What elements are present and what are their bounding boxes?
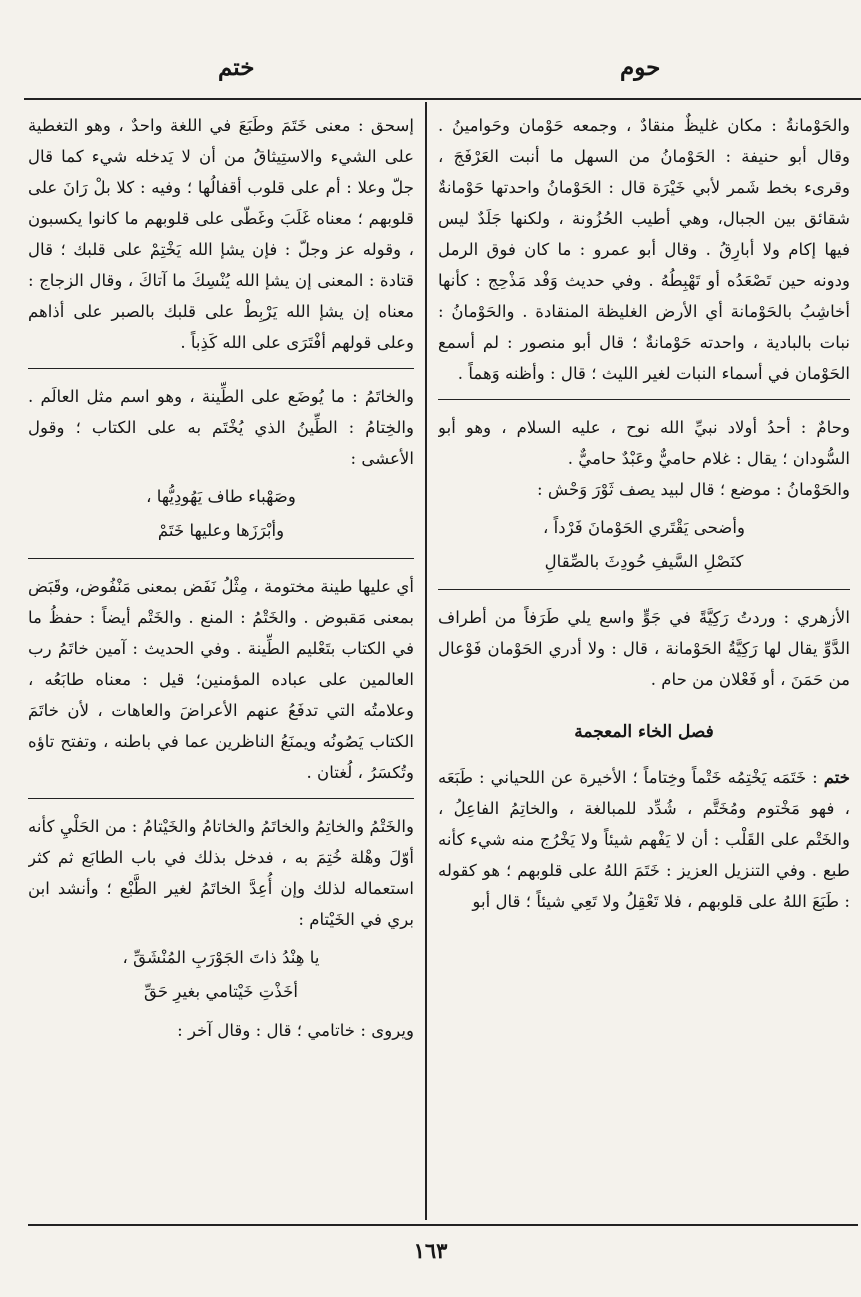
paragraph-separator <box>28 368 414 369</box>
entry-khatam <box>438 762 850 917</box>
verse-line: وأبْرَزَها وعليها خَتَمْ <box>157 521 285 540</box>
paragraph-ishaq: إسحق : معنى خَتَمَ وطَبَعَ في اللغة واحدٌ ، وهو التغطية على الشيء والاستِيثاقُ من أن لا يَدخله شيء كما قال جلّ وعلا : أم على قلوب أقفالُها ؛ وفيه : كلا بلْ رَانَ على قلوبهم ؛ معناه غَلَبَ وغَطّى على قلوبهم ما كانوا يكسبون ، وقوله عز وجلّ : فإن يشإ الله يَخْتِمْ على قلبك ؛ قال قتادة : المعنى إن يشإ الله يُنْسِكَ ما آتاكَ ، وقال الزجاج : معناه إن يشإ الله يَرْبِطْ على قلبك بالصبر على أذاهم وعلى قولهم أفْتَرَى على الله كَذِباً . <box>28 116 414 352</box>
paragraph-hawman-place: والحَوْمانُ : موضع ؛ قال لبيد يصف ثَوْرَ وَحْش : <box>536 480 850 499</box>
right-column <box>438 110 850 1218</box>
section-title: فصل الخاء المعجمة <box>574 722 714 742</box>
paragraph-ham: وحامٌ : أحدُ أولاد نبيِّ الله نوح ، عليه السلام ، وهو أبو السُّودان ؛ يقال : غلام حاميٌّ وعَبْدٌ حاميٌّ . <box>438 418 850 468</box>
verse-hind <box>28 941 414 1009</box>
left-column <box>28 110 414 1218</box>
footer-rule <box>28 1224 858 1226</box>
paragraph-separator <box>438 589 850 590</box>
paragraph-separator <box>28 798 414 799</box>
verse-aasha <box>28 480 414 548</box>
verse-line: كنَصْلِ السَّيفِ حُودِثَ بالصِّقالِ <box>544 552 744 571</box>
running-head-left: ختم <box>218 54 255 81</box>
verse-line: أخَذْتِ خَيْتامي بغيرِ حَقِّ <box>144 982 298 1001</box>
paragraph-variant: ويروى : خاتامي ؛ قال : وقال آخر : <box>177 1021 414 1040</box>
verse-line: وصَهْباء طاف يَهُودِيُّها ، <box>146 487 296 506</box>
paragraph-separator <box>438 399 850 400</box>
paragraph-seal-meaning: أي عليها طينة مختومة ، مِثْلُ نَفَض بمعنى مَنْفُوض، وقَبَض بمعنى مَقبوض . والخَتْمُ : المنع . والخَتْم أيضاً : حفظُ ما في الكتاب بتَعْليم الطِّينة . وفي الحديث : آمين خاتَمُ رب العالمين على عباده المؤمنين؛ قيل : معناه طابَعُه ، وعلامتُه التي تدفَعُ عنهم الأعراضَ والعاهات ، لأن خاتَمَ الكتاب يَصُونُه ويمنَعُ الناظرين عما في باطنه ، وتفتح تاؤه وتُكسَرُ ، لُغتان . <box>28 577 414 782</box>
paragraph-khatam-seal: والخاتَمُ : ما يُوضَع على الطِّينة ، وهو اسم مثل العالَم . والخِتامُ : الطِّينُ الذي يُخْتَم به على الكتاب ؛ وقول الأعشى : <box>28 387 414 468</box>
header-rule <box>24 98 861 100</box>
paragraph-separator <box>28 558 414 559</box>
page-number: ١٦٣ <box>413 1238 448 1263</box>
paragraph-hawmana: والحَوْمانةُ : مكان غليظٌ منقادٌ ، وجمعه حَوْمان وحَوامينُ . وقال أبو حنيفة : الحَوْمانُ من السهل ما أنبت العَرْفَجَ ، وقرىء بخط شَمر لأبي خَيْرَة قال : الحَوْمانُ واحدتها حَوْمانةٌ شقائق بين الجبال، وهي أطيب الحُزُونة ، ولكنها جَلَدٌ ليس فيها إكام ولا أبارِقُ . وقال أبو عمرو : ما كان فوق الرمل ودونه حين تَصْعَدُه أو تَهْبِطُهُ . وفي حديث وَفْد مَذْحِج : كأنها أخاشِبُ بالحَوْمانة أي الأرض الغليظة المنقادة . والحَوْمانُ : نبات بالبادية ، واحدته حَوْمانةٌ ؛ قال أبو منصور : لم أسمع الحَوْمان في أسماء النبات لغير الليث ؛ قال : وأظنه وَهماً . <box>438 116 850 383</box>
entry-headword: ختم <box>823 767 850 787</box>
running-head-right: حوم <box>620 54 661 81</box>
paragraph-ring: والخَتْمُ والخاتِمُ والخاتَمُ والخاتامُ والخَيْتامُ : من الحَلْيِ كأنه أوّلَ وهْلة خُتِمَ به ، فدخل بذلك في باب الطابَع ثم كثر استعماله لذلك وإن أُعِدَّ الخاتَمُ لغير الطَّبْع ؛ وأنشد ابن بري في الخَيْتام : <box>28 817 414 929</box>
verse-line: وأضحى يَقْتَري الحَوْمانَ فَرْداً ، <box>542 518 746 537</box>
verse-labid <box>438 511 850 579</box>
paragraph-azhari: الأزهري : وردتُ رَكِيَّةً في جَوٍّ واسع يلي طَرَفاً من أطراف الدَّوِّ يقال لها رَكِيَّةُ الحَوْمانة ، قال : ولا أدري الحَوْمان فَوْعال من حَمَنَ ، أو فَعْلان من حام . <box>438 608 850 689</box>
column-divider <box>425 102 427 1220</box>
entry-text: : خَتَمَه يَخْتِمُه خَتْماً وخِتاماً ؛ الأخيرة عن اللحياني : طَبَعَه ، فهو مَخْتوم ومُخَتَّم ، شُدِّد للمبالغة ، والخاتِمُ الفاعِلُ ، والخَتْم على القَلْب : أن لا يَفْهم شيئاً ولا يَخْرُج منه شيء كأنه طبع . وفي التنزيل العزيز : خَتَمَ اللهُ على قلوبهم ؛ هو كقوله : طَبَعَ اللهُ على قلوبهم ، فلا تَعْقِلُ ولا تَعِي شيئاً ؛ قال أبو <box>438 768 850 911</box>
verse-line: يا هِنْدُ ذاتَ الجَوْرَبِ المُنْشَقِّ ، <box>122 948 320 967</box>
